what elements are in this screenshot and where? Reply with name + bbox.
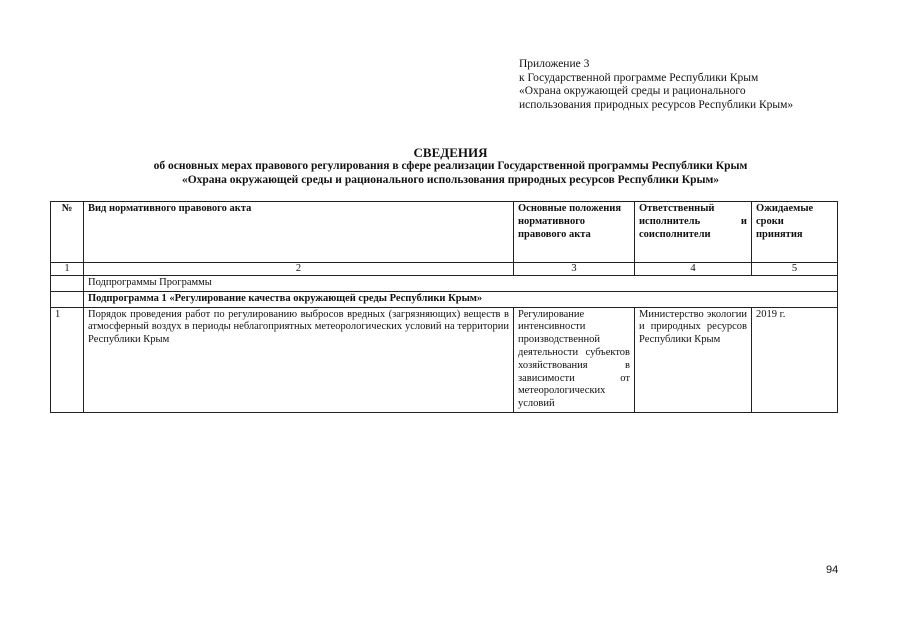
row-number: 1 bbox=[51, 307, 84, 412]
header-act-type: Вид нормативного правового акта bbox=[84, 202, 514, 263]
row-provisions: Регулирование интенсивности производственной деятельности субъектов хозяйствования в зависимости от метеорологических условий bbox=[514, 307, 635, 412]
annex-line: к Государственной программе Республики Крым bbox=[519, 71, 759, 84]
document-subtitle-line1: об основных мерах правового регулирования в сфере реализации Государственной программы Республики Крым bbox=[153, 160, 748, 172]
section-empty-cell bbox=[51, 276, 84, 292]
subprogram-row bbox=[51, 291, 838, 307]
header-deadline: Ожидаемые сроки принятия bbox=[752, 202, 838, 263]
row-responsible: Министерство экологии и природных ресурсов Республики Крым bbox=[635, 307, 752, 412]
header-responsible: Ответственный исполнитель и соисполнители bbox=[635, 202, 752, 263]
subprogram-empty-cell bbox=[51, 291, 84, 307]
table-header-row bbox=[51, 202, 838, 263]
column-number: 3 bbox=[514, 263, 635, 276]
column-number: 2 bbox=[84, 263, 514, 276]
section-row bbox=[51, 276, 838, 292]
section-label: Подпрограммы Программы bbox=[84, 276, 838, 292]
page-number: 94 bbox=[826, 564, 839, 576]
annex-line: «Охрана окружающей среды и рационального bbox=[519, 85, 746, 97]
annex-note bbox=[519, 58, 793, 112]
measures-table bbox=[50, 201, 838, 413]
annex-line: использования природных ресурсов Республики Крым» bbox=[519, 98, 794, 111]
document-subtitle-line2: «Охрана окружающей среды и рационального использования природных ресурсов Республики Крым» bbox=[181, 173, 720, 186]
header-number: № bbox=[51, 202, 84, 263]
column-number-row bbox=[51, 263, 838, 276]
column-number: 5 bbox=[752, 263, 838, 276]
subprogram-title: Подпрограмма 1 «Регулирование качества окружающей среды Республики Крым» bbox=[84, 291, 838, 307]
table-row bbox=[51, 307, 838, 412]
annex-line: Приложение 3 bbox=[519, 58, 590, 70]
document-title: СВЕДЕНИЯ bbox=[413, 145, 488, 160]
header-provisions: Основные положения нормативного правового акта bbox=[514, 202, 635, 263]
document-heading bbox=[0, 145, 901, 187]
column-number: 4 bbox=[635, 263, 752, 276]
row-deadline: 2019 г. bbox=[752, 307, 838, 412]
row-act: Порядок проведения работ по регулированию выбросов вредных (загрязняющих) веществ в атмосферный воздух в периоды неблагоприятных метеорологических условий на территории Республики Крым bbox=[84, 307, 514, 412]
column-number: 1 bbox=[51, 263, 84, 276]
